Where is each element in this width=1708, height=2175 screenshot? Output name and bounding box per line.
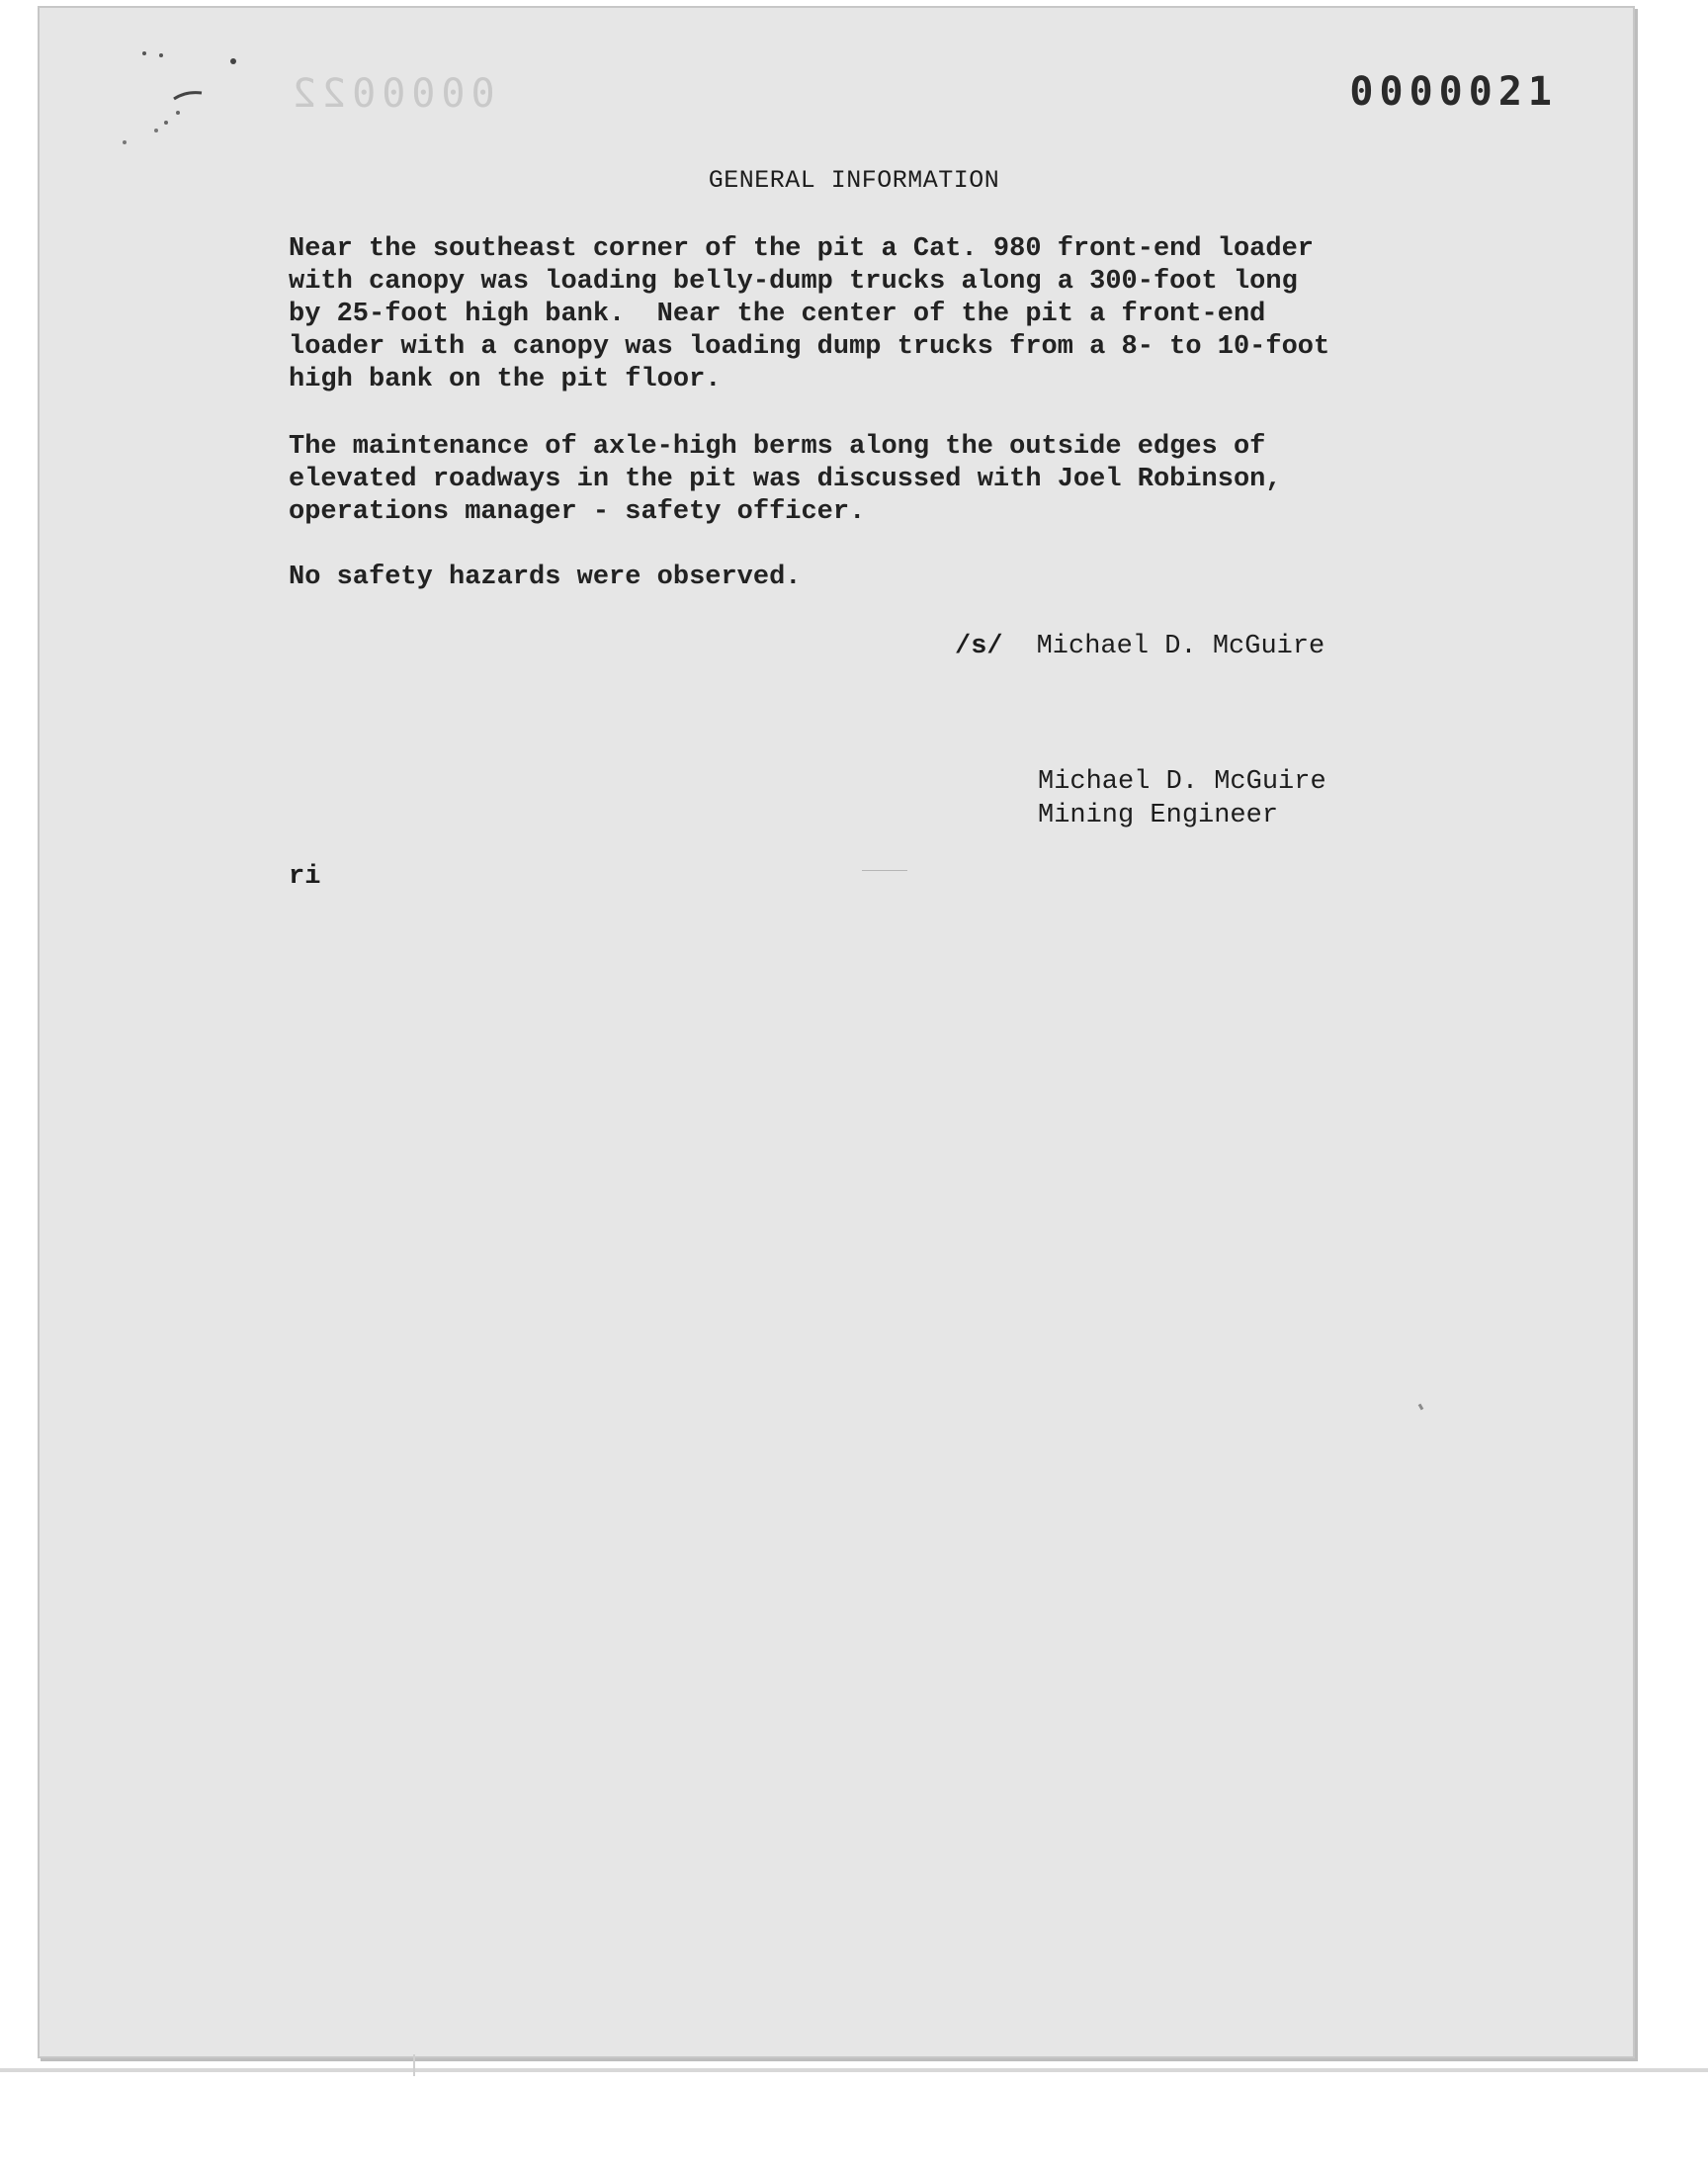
signature-mark: /s/ [955, 632, 1003, 661]
paragraph-no-hazards: No safety hazards were observed. [289, 563, 802, 592]
paragraph-berm-maintenance: The maintenance of axle-high berms along the outside edges of elevated roadways in the pit was discussed with Joel Robinson, operations manager - safety officer. [289, 432, 1282, 527]
bleed-through-number: 0000022 [287, 71, 495, 117]
document-number: 0000021 [1349, 69, 1558, 115]
signature-line [955, 631, 1324, 663]
signed-name: Michael D. McGuire [1036, 632, 1325, 661]
scan-edge [0, 2068, 1708, 2072]
scan-artifact [413, 2054, 415, 2076]
scan-line [862, 870, 907, 871]
signer-title: Mining Engineer [1038, 801, 1279, 830]
signer-name: Michael D. McGuire [1038, 767, 1326, 797]
page-title: GENERAL INFORMATION [708, 166, 1000, 195]
scan-specks [117, 47, 255, 156]
paragraph-loader-operations: Near the southeast corner of the pit a Cat. 980 front-end loader with canopy was loading belly-dump trucks along a 300-foot long by 25-foot high bank. Near the center of the pit a front-end loader with a canopy was loading dump trucks from a 8- to 10-foot high bank on the pit floor. [289, 234, 1330, 394]
typist-initials: ri [289, 862, 321, 892]
signer-block [1038, 765, 1326, 832]
